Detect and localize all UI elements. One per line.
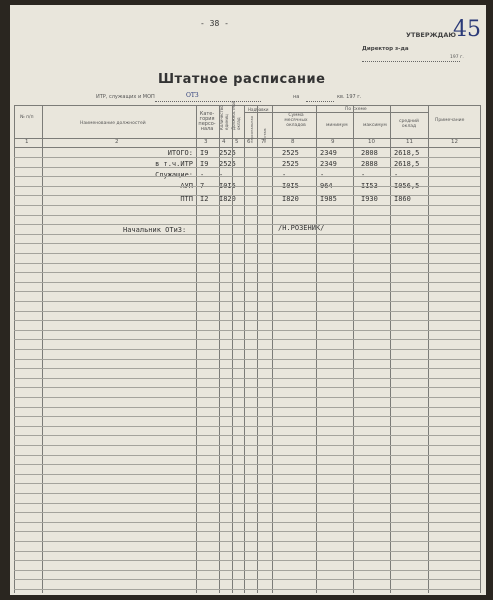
subtitle-year: кв. 197 г. — [337, 94, 362, 100]
row-avg-salary: I860 — [394, 195, 411, 203]
row-avg-salary: - — [394, 171, 399, 179]
row-max-salary: 2808 — [361, 149, 378, 157]
row-category: 7 — [200, 182, 205, 190]
row-min-salary: 2349 — [320, 149, 337, 157]
column-number: 11 — [406, 139, 413, 145]
handwritten-number: 45 — [453, 17, 481, 42]
row-monthly-sum: - — [282, 171, 287, 179]
col-max-header: максимум — [363, 123, 387, 128]
col-salary-header: Должностной оклад — [231, 101, 241, 130]
row-quantity: 2525 — [219, 149, 236, 157]
row-position-name: АУП — [180, 182, 193, 190]
row-category: - — [200, 171, 205, 179]
col-sum-header: Сумма месячных окладов — [284, 113, 308, 128]
subtitle-on: на — [293, 94, 300, 100]
row-avg-salary: 2618,5 — [394, 160, 420, 168]
row-max-salary: - — [361, 171, 366, 179]
group-salary-header: По схеме — [345, 107, 367, 112]
column-number: 3 — [204, 139, 208, 145]
subtitle-prefix: ИТР, служащих и МОП — [96, 94, 155, 100]
row-min-salary: 2349 — [320, 160, 337, 168]
row-position-name: в т.ч.ИТР — [155, 160, 193, 168]
director-label: Директор з-да — [362, 46, 409, 52]
row-quantity: I820 — [219, 195, 236, 203]
row-category: I9 — [200, 160, 209, 168]
signature-name: /Н.РОЗЕНИК/ — [278, 224, 325, 232]
col-personal-header: персональная — [250, 116, 254, 143]
column-number: 5 — [235, 139, 239, 145]
column-number: 9 — [331, 139, 335, 145]
column-number: 7 — [261, 139, 265, 145]
document-sheet — [10, 5, 486, 595]
row-quantity: I0I5 — [219, 182, 236, 190]
row-max-salary: I930 — [361, 195, 378, 203]
row-max-salary: II53 — [361, 182, 378, 190]
signature-label: Начальник ОТиЗ: — [123, 226, 187, 234]
col-number-header: № п/п — [20, 115, 34, 120]
row-max-salary: 2888 — [361, 160, 378, 168]
column-number: 12 — [451, 139, 458, 145]
column-number: 4 — [222, 139, 226, 145]
row-quantity: - — [219, 171, 224, 179]
col-category-header: Кате-гория персо-нала — [198, 111, 216, 132]
row-avg-salary: I056,5 — [394, 182, 420, 190]
row-monthly-sum: 2525 — [282, 160, 299, 168]
row-position-name: Служащие: — [155, 171, 193, 179]
row-monthly-sum: I820 — [282, 195, 299, 203]
column-number: 10 — [368, 139, 375, 145]
col-min-header: минимум — [326, 123, 348, 128]
col-notes-header: Примечание — [435, 118, 465, 123]
page-title: Штатное расписание — [158, 72, 326, 87]
row-avg-salary: 2618,5 — [394, 149, 420, 157]
row-category: I9 — [200, 149, 209, 157]
row-min-salary: 964 — [320, 182, 333, 190]
row-quantity: 2525 — [219, 160, 236, 168]
subtitle-dept: ОТЗ — [186, 92, 199, 99]
column-number: 8 — [291, 139, 295, 145]
column-number: 2 — [115, 139, 119, 145]
row-category: I2 — [200, 195, 209, 203]
col-name-header: Наименование должностей — [80, 121, 146, 126]
column-number: 1 — [25, 139, 29, 145]
row-min-salary: - — [320, 171, 325, 179]
approve-label: УТВЕРЖДАЮ — [406, 31, 457, 39]
col-avg-header: средний оклад — [398, 119, 419, 129]
page-number: - 38 - — [200, 19, 229, 28]
group-rates-header: Надбавки — [248, 107, 269, 112]
col-qty-header: Количество единиц — [219, 105, 229, 130]
row-monthly-sum: 2525 — [282, 149, 299, 157]
row-monthly-sum: I0I5 — [282, 182, 299, 190]
column-number: 6 — [247, 139, 251, 145]
col-seniority-header: за стаж — [263, 128, 267, 143]
row-position-name: ПТП — [180, 195, 193, 203]
approve-year: 197 г. — [450, 55, 464, 60]
row-min-salary: I985 — [320, 195, 337, 203]
row-position-name: ИТОГО: — [167, 149, 193, 157]
